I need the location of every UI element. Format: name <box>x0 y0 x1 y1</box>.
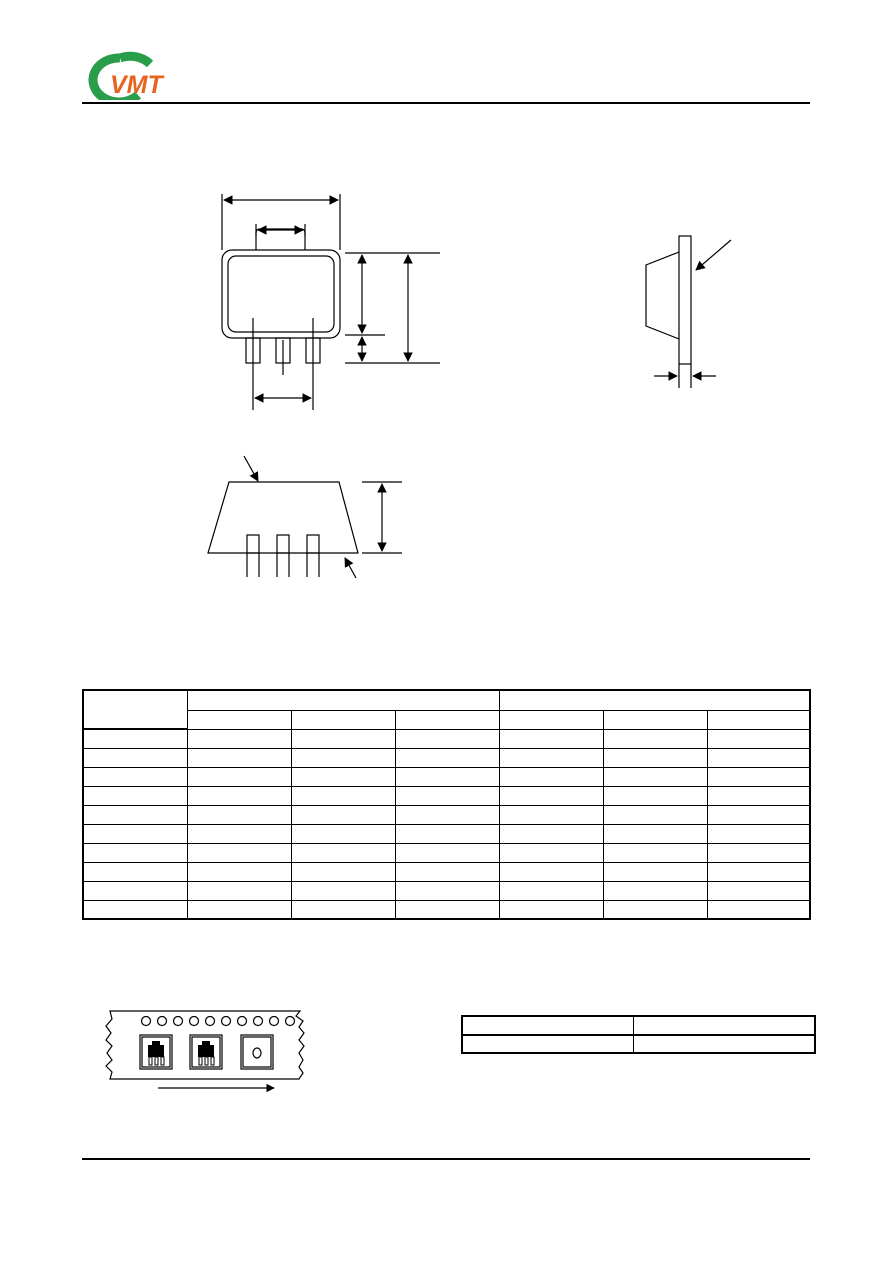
table-row <box>83 843 810 862</box>
table-row <box>83 729 810 748</box>
table-row <box>83 767 810 786</box>
table-row <box>83 786 810 805</box>
marking-table <box>461 1015 816 1054</box>
front-view <box>208 456 402 578</box>
side-view <box>646 236 731 388</box>
table-row <box>83 862 810 881</box>
tape-reel-illustration <box>100 1000 320 1100</box>
footer-rule <box>82 1158 810 1160</box>
table-row <box>83 881 810 900</box>
subheader-cell <box>707 710 810 729</box>
subheader-cell <box>187 710 291 729</box>
component-body <box>198 1045 214 1057</box>
table-row <box>83 900 810 919</box>
subheader-cell <box>603 710 707 729</box>
table-row <box>462 1035 815 1053</box>
table-row <box>462 1016 815 1035</box>
top-view <box>222 194 440 410</box>
table-row <box>83 805 810 824</box>
header-cell-dimension <box>83 690 187 729</box>
logo-text: VMT <box>110 71 163 99</box>
header-cell-group-2 <box>499 690 810 710</box>
table-row <box>83 748 810 767</box>
subheader-cell <box>395 710 499 729</box>
header-cell-group-1 <box>187 690 499 710</box>
table-row <box>83 824 810 843</box>
subheader-cell <box>499 710 603 729</box>
component-body <box>148 1045 164 1057</box>
dimension-table <box>82 689 811 920</box>
subheader-cell <box>291 710 395 729</box>
